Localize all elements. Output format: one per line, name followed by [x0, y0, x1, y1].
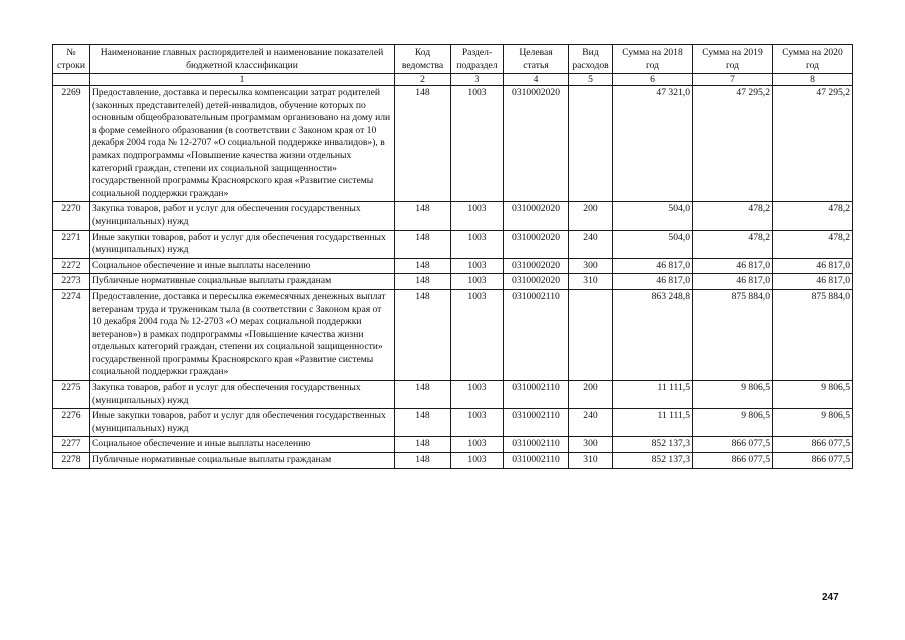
sum-2020-cell: 47 295,2 [773, 86, 853, 202]
header-sum-2020: Сумма на 2020 год [773, 45, 853, 74]
column-number-cell: 8 [773, 74, 853, 86]
expense-type-cell [569, 86, 613, 202]
header-sum-2018: Сумма на 2018 год [613, 45, 693, 74]
row-number-cell: 2278 [53, 453, 90, 469]
sum-2020-cell: 46 817,0 [773, 274, 853, 290]
sum-2019-cell: 866 077,5 [693, 437, 773, 453]
row-name-cell: Публичные нормативные социальные выплаты гражданам [90, 274, 395, 290]
department-code-cell: 148 [395, 453, 451, 469]
table-row [53, 230, 853, 258]
row-number-cell: 2273 [53, 274, 90, 290]
table-row [53, 437, 853, 453]
expense-type-cell: 240 [569, 230, 613, 258]
column-number-cell: 3 [451, 74, 504, 86]
sum-2019-cell: 46 817,0 [693, 274, 773, 290]
section-cell: 1003 [451, 437, 504, 453]
sum-2020-cell: 46 817,0 [773, 258, 853, 274]
target-article-cell: 0310002110 [504, 289, 569, 380]
sum-2020-cell: 875 884,0 [773, 289, 853, 380]
table-row [53, 274, 853, 290]
sum-2020-cell: 866 077,5 [773, 453, 853, 469]
sum-2019-cell: 866 077,5 [693, 453, 773, 469]
sum-2020-cell: 478,2 [773, 202, 853, 230]
sum-2019-cell: 46 817,0 [693, 258, 773, 274]
section-cell: 1003 [451, 230, 504, 258]
row-number-cell: 2270 [53, 202, 90, 230]
column-number-cell: 1 [90, 74, 395, 86]
header-expense-type: Вид расходов [569, 45, 613, 74]
row-name-cell: Предоставление, доставка и пересылка компенсации затрат родителей (законных представителей) детей-инвалидов, обучение которых по основным общеобразовательным программам организовано на дому или в форме семейного образования (в соответствии с Законом края от 10 декабря 2004 года № 12-2707 «О социальной поддержке инвалидов»), в рамках подпрограммы «Повышение качества жизни отдельных категорий граждан, степени их социальной защищенности» государственной программы Красноярского края «Развитие системы социальной поддержки граждан» [90, 86, 395, 202]
sum-2018-cell: 11 111,5 [613, 381, 693, 409]
target-article-cell: 0310002020 [504, 274, 569, 290]
target-article-cell: 0310002020 [504, 258, 569, 274]
department-code-cell: 148 [395, 289, 451, 380]
header-target-article: Целевая статья [504, 45, 569, 74]
target-article-cell: 0310002110 [504, 409, 569, 437]
row-number-cell: 2274 [53, 289, 90, 380]
row-number-cell: 2275 [53, 381, 90, 409]
row-name-cell: Закупка товаров, работ и услуг для обеспечения государственных (муниципальных) нужд [90, 381, 395, 409]
expense-type-cell: 300 [569, 437, 613, 453]
department-code-cell: 148 [395, 230, 451, 258]
department-code-cell: 148 [395, 86, 451, 202]
department-code-cell: 148 [395, 258, 451, 274]
sum-2020-cell: 866 077,5 [773, 437, 853, 453]
expense-type-cell: 200 [569, 202, 613, 230]
column-number-cell: 6 [613, 74, 693, 86]
target-article-cell: 0310002020 [504, 230, 569, 258]
target-article-cell: 0310002020 [504, 202, 569, 230]
sum-2019-cell: 9 806,5 [693, 381, 773, 409]
row-name-cell: Социальное обеспечение и иные выплаты населению [90, 437, 395, 453]
department-code-cell: 148 [395, 202, 451, 230]
section-cell: 1003 [451, 258, 504, 274]
table-row [53, 289, 853, 380]
sum-2019-cell: 47 295,2 [693, 86, 773, 202]
expense-type-cell: 240 [569, 409, 613, 437]
section-cell: 1003 [451, 274, 504, 290]
header-section: Раздел-подраздел [451, 45, 504, 74]
header-sum-2019: Сумма на 2019 год [693, 45, 773, 74]
section-cell: 1003 [451, 409, 504, 437]
sum-2020-cell: 478,2 [773, 230, 853, 258]
sum-2019-cell: 875 884,0 [693, 289, 773, 380]
sum-2019-cell: 478,2 [693, 202, 773, 230]
sum-2018-cell: 46 817,0 [613, 274, 693, 290]
column-number-row [53, 74, 853, 86]
sum-2018-cell: 852 137,3 [613, 437, 693, 453]
table-body [53, 86, 853, 469]
row-name-cell: Иные закупки товаров, работ и услуг для обеспечения государственных (муниципальных) нужд [90, 230, 395, 258]
sum-2020-cell: 9 806,5 [773, 381, 853, 409]
table-row [53, 409, 853, 437]
header-row-number: № строки [53, 45, 90, 74]
row-number-cell: 2271 [53, 230, 90, 258]
row-number-cell: 2269 [53, 86, 90, 202]
sum-2019-cell: 9 806,5 [693, 409, 773, 437]
row-number-cell: 2276 [53, 409, 90, 437]
sum-2018-cell: 11 111,5 [613, 409, 693, 437]
table-row [53, 381, 853, 409]
section-cell: 1003 [451, 289, 504, 380]
row-name-cell: Предоставление, доставка и пересылка ежемесячных денежных выплат ветеранам труда и труженикам тыла (в соответствии с Законом края от 10 декабря 2004 года № 12-2703 «О мерах социальной поддержки ветеранов») в рамках подпрограммы «Повышение качества жизни отдельных категорий граждан, степени их социальной защищенности» государственной программы Красноярского края «Развитие системы социальной поддержки граждан» [90, 289, 395, 380]
table-row [53, 258, 853, 274]
expense-type-cell [569, 289, 613, 380]
row-name-cell: Иные закупки товаров, работ и услуг для обеспечения государственных (муниципальных) нужд [90, 409, 395, 437]
page-number: 247 [822, 592, 839, 603]
department-code-cell: 148 [395, 437, 451, 453]
department-code-cell: 148 [395, 381, 451, 409]
table-row [53, 202, 853, 230]
row-name-cell: Закупка товаров, работ и услуг для обеспечения государственных (муниципальных) нужд [90, 202, 395, 230]
sum-2018-cell: 863 248,8 [613, 289, 693, 380]
header-department-code: Код ведомства [395, 45, 451, 74]
sum-2018-cell: 852 137,3 [613, 453, 693, 469]
expense-type-cell: 200 [569, 381, 613, 409]
sum-2018-cell: 504,0 [613, 230, 693, 258]
sum-2018-cell: 504,0 [613, 202, 693, 230]
section-cell: 1003 [451, 86, 504, 202]
expense-type-cell: 300 [569, 258, 613, 274]
section-cell: 1003 [451, 381, 504, 409]
column-number-cell: 4 [504, 74, 569, 86]
column-number-cell [53, 74, 90, 86]
budget-table [52, 44, 853, 469]
department-code-cell: 148 [395, 274, 451, 290]
expense-type-cell: 310 [569, 453, 613, 469]
sum-2018-cell: 47 321,0 [613, 86, 693, 202]
row-number-cell: 2272 [53, 258, 90, 274]
target-article-cell: 0310002110 [504, 381, 569, 409]
table-row [53, 86, 853, 202]
section-cell: 1003 [451, 202, 504, 230]
row-number-cell: 2277 [53, 437, 90, 453]
table-row [53, 453, 853, 469]
column-number-cell: 7 [693, 74, 773, 86]
sum-2020-cell: 9 806,5 [773, 409, 853, 437]
department-code-cell: 148 [395, 409, 451, 437]
target-article-cell: 0310002110 [504, 437, 569, 453]
column-number-cell: 2 [395, 74, 451, 86]
header-row [53, 45, 853, 74]
target-article-cell: 0310002020 [504, 86, 569, 202]
expense-type-cell: 310 [569, 274, 613, 290]
header-name: Наименование главных распорядителей и наименование показателей бюджетной классификации [90, 45, 395, 74]
target-article-cell: 0310002110 [504, 453, 569, 469]
column-number-cell: 5 [569, 74, 613, 86]
sum-2018-cell: 46 817,0 [613, 258, 693, 274]
row-name-cell: Публичные нормативные социальные выплаты гражданам [90, 453, 395, 469]
sum-2019-cell: 478,2 [693, 230, 773, 258]
section-cell: 1003 [451, 453, 504, 469]
row-name-cell: Социальное обеспечение и иные выплаты населению [90, 258, 395, 274]
